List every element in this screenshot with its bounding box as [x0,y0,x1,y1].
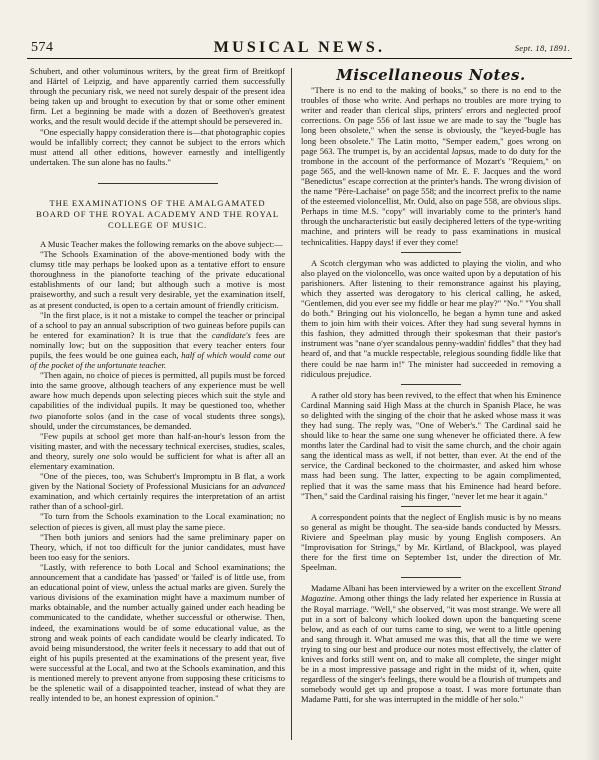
section-divider [98,183,218,184]
note-divider [401,506,461,507]
paragraph-local-exam: "To turn from the Schools examination to the Local examination; no selection of pieces is given, all must play the same piece. [30,511,285,532]
left-column [30,66,285,703]
paragraph-theory-paper: "Then both juniors and seniors had the same preliminary paper on Theory, which, if not too difficult for the junior candidates, must have been too easy for the seniors. [30,531,285,562]
note-madame-albani: Madame Albani has been interviewed by a writer on the excellent Strand Magazine. Among other things the lady related her experience in Russia at the Royal marriage. "Well," she observed, "it was most strange. We were all put in a sort of balcony which looked down upon the banqueting scene below, and as each of our turns came to sing, we went to a little opening and sang through it. What amused me was this, that all the time we were trying to sing our best and produce our notes most effectively, the clatter of knives and forks still went on, and to make all complete, the singer might be in a most impressive passage and right in the midst of it, when, quite regardless of the singer's feelings, there would be a flourish of trumpets and somebody would get up and propose a toast. I was more fortunate than Madame Patti, for she was interrupted in the middle of her solo." [301,583,561,705]
miscellaneous-notes-heading: Miscellaneous Notes. [336,66,526,84]
note-divider [401,577,461,578]
note-printers-errors: "There is no end to the making of books," so there is no end to the troubles of those who write. And perhaps no troubles are more trying to writer and reader than clerical slips, printers' errors and neglected proof corrections. On page 556 of last issue we are made to say the "bugle has long been obsolete," when the sense is obviously, the "keyed-bugle has long been obsolete." The Latin motto, "Semper eadem," goes wrong on page 563. The trumpet is, by an accidental lapsus, made to do duty for the trombone in the account of the performance of Mozart's "Requiem," on page 565, and the well-known name of Mr. E. F. Jacques and the word "Benedictus" escape correction at the printer's hands. The wrong division of the name "Père-Lachaise" on page 558; and the incorrect prefix to the name of the esteemed violoncellist, Mr. Ould, also on page 558, are obvious slips. Perhaps in time M.S. "copy" will invariably come to the printer's hand through the uncharacteristic but easily deciphered letters of the type-writing machine, and printers will be ready to pass examinations in musical technicalities. Happy days! if ever they come! [301,85,561,247]
paragraph-schubert-impromptu: "One of the pieces, too, was Schubert's Impromptu in B flat, a work given by the National Society of Professional Musicians for an advanced examination, and which certainly requires the interpretation of an artist rather than of a school-girl. [30,471,285,512]
column-divider [291,68,292,740]
paragraph-intro: Schubert, and other voluminous writers, by the great firm of Breitkopf and Härtel of Leipzig, and have apparently carried them successfully through the pecuniary risk, we need not surely despair of the present idea being taken up and brought to execution by that or some other eminent firm. Let a beginning be made with a dozen of Beethoven's greatest works, and the result would decide if the attempt should be persevered in. [30,66,285,127]
note-english-music: A correspondent points that the neglect of English music is by no means so general as might be thought. The sea-side bands conducted by Messrs. Riviere and Speelman play music by young English composers. An "Improvisation for Strings," by Mr. Kirtland, of Blackpool, was played there for the first time on September 1st, under the direction of Mr. Speelman. [301,511,561,573]
paragraph-marks: "Lastly, with reference to both Local and School examinations; the announcement that a candidate has 'passed' or 'failed' is of little use, from an educational point of view, unless the actual marks are given. Surely the various divisions of the examination might have a maximum number of marks obtainable, and the number actually gained under each heading be communicated to the candidate, whether successful or otherwise. Then, indeed, the examinations would be of some educational value, as the strong and weak points of each candidate would be clearly indicated. To avoid being misunderstood, the writer feels it necessary to add that out of eight of his pupils presented at the examinations of the present year, five were successful at the Local, and two at the Schools examination, and this is mentioned merely to prevent anyone from supposing these criticisms to be the splenetic wail of a disappointed teacher, instead of what they are really intended to be, an honest expression of opinion." [30,561,285,704]
masthead-title: MUSICAL NEWS. [213,39,386,56]
paragraph-choice-of-pieces: "Then again, no choice of pieces is permitted, all pupils must be forced into the same groove, although teachers of any experience must be well aware how much depends upon selecting pieces which suit the style and capabilities of the individual pupils. It may be questioned too, whether two pianoforte solos (and in the case of vocal students three songs), should, under the circumstances, be demanded. [30,370,285,431]
note-scotch-clergyman: A Scotch clergyman who was addicted to playing the violin, and who also played on the violoncello, was once waited upon by a deputation of his parishioners. After listening to their remonstrance against his playing, which they asserted was derogatory to his clerical calling, he asked, "Gentlemen, did you ever see my fiddle or hear me play?" "No." "You shall do both." Bringing out his violoncello, he began a hymn tune and asked them to join him with their voices. After they had sung several hymns in this fashion, they admitted through their spokesman that their pastor's instrument was "nane o'yer scandalous penny-waddin' fiddles" that they had heard of, and that "a muckle respectable, relegious sounding fiddle like that there could be nae harm in!" The minister had succeeded in removing a ridiculous prejudice. [301,257,561,379]
page-edge-shadow [585,0,599,760]
note-cardinal-manning: A rather old story has been revived, to the effect that when his Eminence Cardinal Manning said High Mass at the church in Spanish Place, he was so delighted with the singing of the choir that he asked whose mass it was they had sung. The reply was, "One of Weber's." The Cardinal said he should like to hear the same one sung whenever he officiated there. A few months later the Cardinal had to visit the same church, and the choir again sang the identical mass as well, if not better, than ever. At the end of the service, the Cardinal beckoned to the choirmaster, and asked him whose mass had been sung. The latter, expecting to be again complimented, replied that it was the same mass that his Eminence had heard before. "Then," said the Cardinal raising his finger, "never let me hear it again." [301,389,561,501]
page-number: 574 [31,40,54,55]
page-header [27,36,572,58]
paragraph-teacher-intro: A Music Teacher makes the following remarks on the above subject:— [40,238,283,249]
note-divider [401,252,461,253]
paragraph-schools-exam: "The Schools Examination of the above-mentioned body with the clumsy title may perhaps be looked upon as a tentative effort to ensure thoroughness in the pianoforte teaching of the private educational establishments of our land; but although such a motive is most praiseworthy, and such a result very desirable, yet the examination itself, as at present conducted, is open to a certain amount of friendly criticism. [30,249,285,310]
issue-date: Sept. 18, 1891. [514,43,570,53]
note-divider [401,384,461,385]
exam-article-heading: THE EXAMINATIONS OF THE AMALGAMATED BOARD OF THE ROYAL ACADEMY AND THE ROYAL COLLEGE OF MUSIC. [36,197,279,230]
header-rule [27,58,572,59]
paragraph-lesson-time: "Few pupils at school get more than half-an-hour's lesson from the visiting master, and with the necessary technical exercises, studies, scales, and theory, surely one solo would be sufficient for what is after all an elementary examination. [30,430,285,471]
paragraph-subscription: "In the first place, is it not a mistake to compel the teacher or principal of a school to pay an annual subscription of two guineas before pupils can be entered for examination? It is true that the candidate's fees are nominally low; but on the supposition that every teacher enters four pupils, the fees would be one guinea each, half of which would come out of the pocket of the unfortunate teacher. [30,309,286,371]
right-column [301,66,561,704]
paragraph-photo-quote: "One especially happy consideration there is—that photographic copies would be infallibly correct; they cannot be subject to the errors which must attend all other editions, however earnestly and intelligently undertaken. The sun alone has no faults." [30,126,285,167]
